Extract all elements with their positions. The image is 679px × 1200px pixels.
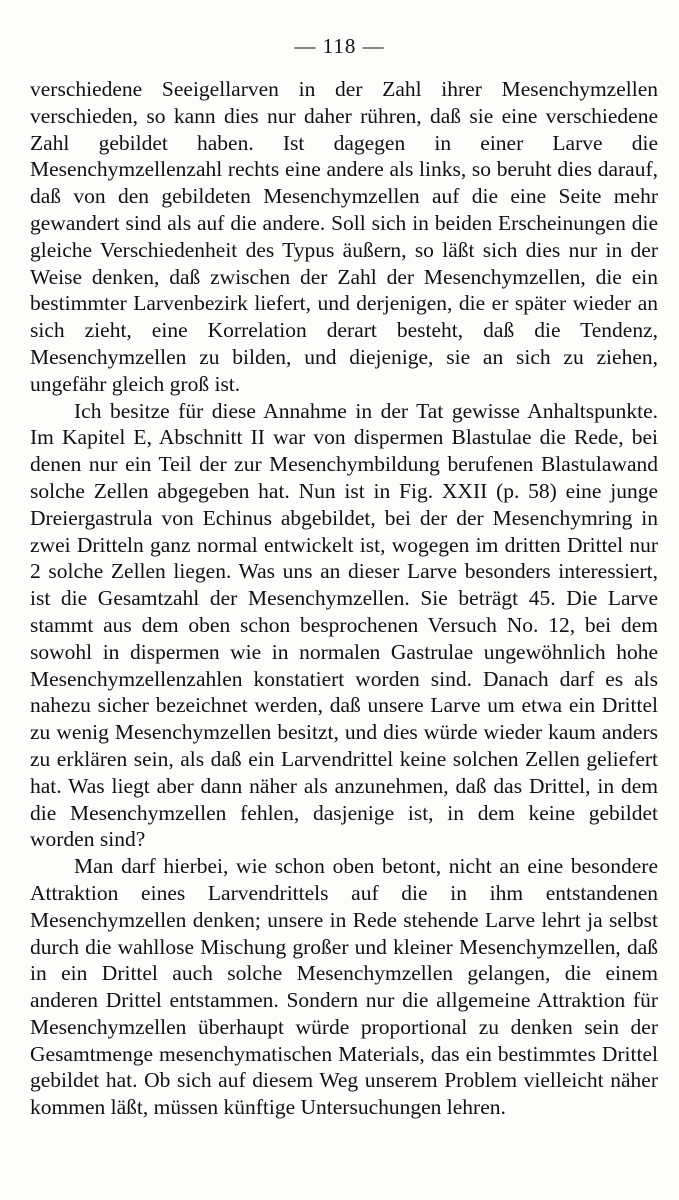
paragraph-continuation: verschiedene Seeigellarven in der Zahl ihrer Mesenchymzellen verschieden, so kann dies nur daher rühren, daß sie eine verschiedene Zahl gebildet haben. Ist dagegen in einer Larve die Mesenchymzellenzahl rechts eine andere als links, so beruht dies darauf, daß von den gebildeten Mesenchymzellen auf die eine Seite mehr gewandert sind als auf die andere. Soll sich in beiden Erscheinungen die gleiche Verschiedenheit des Typus äußern, so läßt sich dies nur in der Weise denken, daß zwischen der Zahl der Mesenchymzellen, die ein bestimmter Larvenbezirk liefert, und derjenigen, die er später wieder an sich zieht, eine Korrelation derart besteht, daß die Tendenz, Mesenchymzellen zu bilden, und diejenige, sie an sich zu ziehen, ungefähr gleich groß ist. xyxy=(30,77,658,396)
page-number: — 118 — xyxy=(294,34,385,58)
paragraph-attraktion: Man darf hierbei, wie schon oben betont, nicht an eine besondere Attraktion eines Larvendrittels auf die in ihm entstandenen Mesenchymzellen denken; unsere in Rede stehende Larve lehrt ja selbst durch die wahllose Mischung großer und kleiner Mesenchymzellen, daß in ein Drittel auch solche Mesenchymzellen gelangen, die einem anderen Drittel entstammen. Sondern nur die allgemeine Attraktion für Mesenchymzellen überhaupt würde proportional zu denken sein der Gesamtmenge mesenchymatischen Materials, das ein bestimmtes Drittel gebildet hat. Ob sich auf diesem Weg unserem Problem vielleicht näher kommen läßt, müssen künftige Untersuchungen lehren. xyxy=(30,854,658,1120)
body-text xyxy=(30,76,658,1121)
paragraph-annahme: Ich besitze für diese Annahme in der Tat gewisse Anhaltspunkte. Im Kapitel E, Abschnitt II war von dispermen Blastulae die Rede, bei denen nur ein Teil der zur Mesenchymbildung berufenen Blastulawand solche Zellen abgegeben hat. Nun ist in Fig. XXII (p. 58) eine junge Dreiergastrula von Echinus abgebildet, bei der der Mesenchymring in zwei Dritteln ganz normal entwickelt ist, wogegen im dritten Drittel nur 2 solche Zellen liegen. Was uns an dieser Larve besonders interessiert, ist die Gesamtzahl der Mesenchymzellen. Sie beträgt 45. Die Larve stammt aus dem oben schon besprochenen Versuch No. 12, bei dem sowohl in dispermen wie in normalen Gastrulae ungewöhnlich hohe Mesenchymzellenzahlen konstatiert worden sind. Danach darf es als nahezu sicher bezeichnet werden, daß unsere Larve um etwa ein Drittel zu wenig Mesenchymzellen besitzt, und dies würde wieder kaum anders zu erklären sein, als daß ein Larvendrittel keine solchen Zellen geliefert hat. Was liegt aber dann näher als anzunehmen, daß das Drittel, in dem die Mesenchymzellen fehlen, dasjenige ist, in dem keine gebildet worden sind? xyxy=(30,398,658,852)
